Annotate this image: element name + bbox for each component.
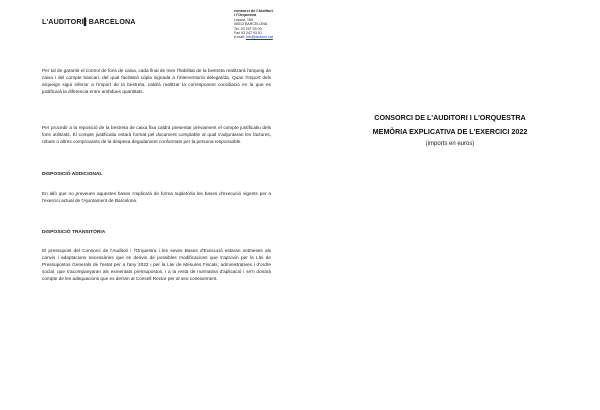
contact-email-link[interactable]: info@auditori.cat — [245, 35, 273, 40]
paragraph-cash-control: Per tal de garantir el control de fons de caixa, cada final de mes l'habilitat de la bestreta realitzarà l'arqueig de caixa i del compte bancari, del qual facilitarà còpia signada a l'interventor/a delegat/da. Quan l'import dels arqueigs sigui inferior a l'import de la bestreta, caldrà realitzar la corresponent conciliació en la que es justificarà la diferencia entre ambdues quantitats. — [42, 68, 271, 94]
contact-org-line1: consorci de l'Auditori — [234, 9, 273, 13]
contact-tel: Tel. 93 247 93 00 — [234, 26, 262, 31]
contact-postal: 08013 BARCELONA — [234, 22, 268, 27]
contact-fax: Fax 93 247 93 01 — [234, 31, 262, 36]
logo-text: L'AUDITORI — [42, 17, 84, 26]
contact-email-label: e-mail: — [234, 35, 245, 40]
auditori-logo — [42, 17, 136, 26]
paragraph-transitory-provision: El pressupost del Consorci de l'Auditori i l'Orquestra i les seves Bases d'Execució estaran sotmeses als canvis i adaptacions necessàries que es derivin de possibles modificacions que s'aprovin per la Llei de Pressupostos Generals de l'estat per a l'any 2022 i per la Llei de Mesures Fiscals, administratives i d'ordre social, que s'acompanyaran als esmentats pressupostos, i a la resta de normativa d'aplicació i se'n donarà compte de les adequacions que es derivin al Consell Rector per al seu coneixement. — [42, 248, 271, 281]
cover-title-line2: MEMÒRIA EXPLICATIVA DE L'EXERCICI 2022 — [372, 127, 528, 136]
heading-additional-provision: DISPOSICIÓ ADDICIONAL — [42, 172, 103, 177]
contact-block — [234, 9, 273, 40]
contact-email-line — [234, 35, 273, 39]
logo-mark: ▌ — [83, 19, 89, 26]
paragraph-replenishment: Per procedir a la reposició de la bestreta de caixa fixa caldrà presentar prèviament el compte justificatiu dels fons utilitzats. El compte justificatiu estarà format pel document comptable al qual s'adjuntaran les factures, rebuts o altres comprovants de la despesa degudament conformats per la persona responsable. — [42, 125, 271, 144]
logo-city: BARCELONA — [88, 17, 136, 26]
contact-address: Lepant, 150 — [234, 17, 253, 22]
cover-subtitle: (imports en euros) — [425, 141, 475, 147]
paragraph-additional-provision: En allò que no preveuen aquestes bases s'aplicarà de forma supletòria les bases d'execució vigents per a l'exercici actual de l'Ajuntament de Barcelona. — [42, 191, 271, 203]
heading-transitory-provision: DISPOSICIÓ TRANSITÒRIA — [42, 230, 106, 235]
right-page — [300, 0, 600, 410]
contact-org-line2: i l'Orquestra — [234, 13, 257, 18]
cover-title-line1: CONSORCI DE L'AUDITORI I L'ORQUESTRA — [374, 113, 526, 122]
